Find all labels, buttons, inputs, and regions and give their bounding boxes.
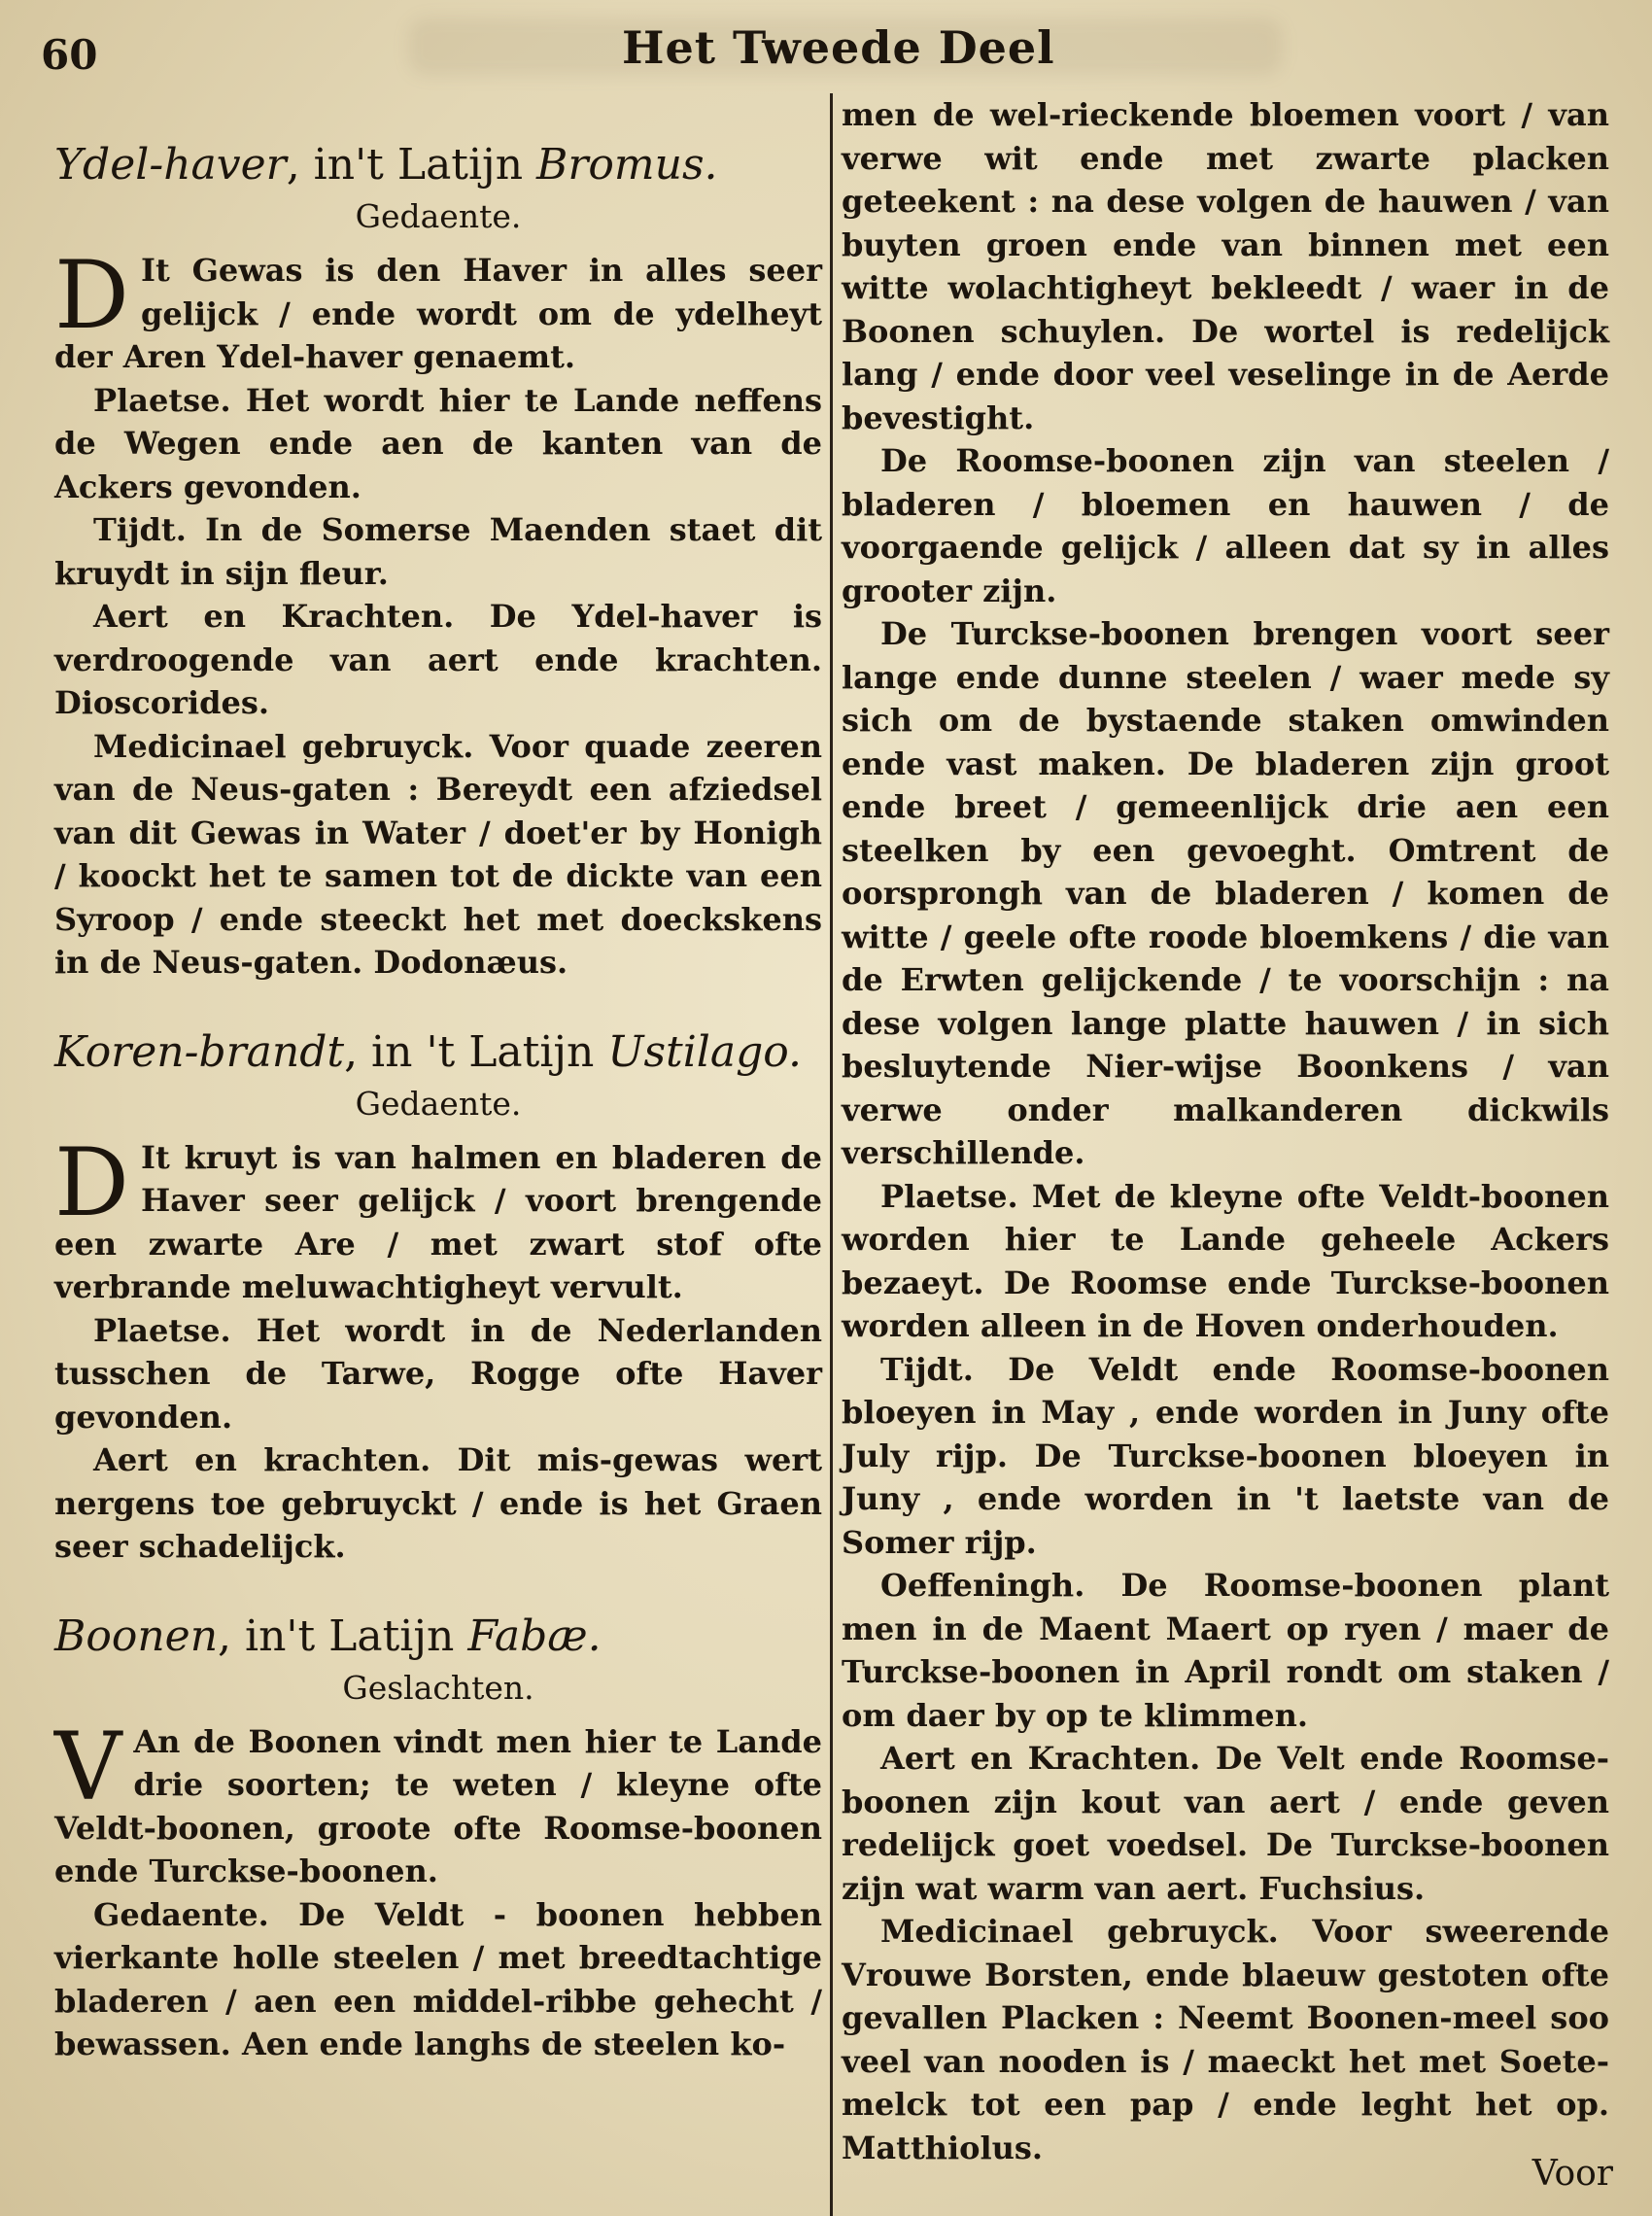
paragraph-text: It kruyt is van halmen en bladeren de Haver seer gelijck / voort brengende een zwarte Are / met zwart stof ofte verbrande meluwachtigheyt vervult. [54, 1138, 822, 1305]
entry-title-koren-brandt [54, 1027, 822, 1077]
paragraph: De Turckse-boonen brengen voort seer lange ende dunne steelen / waer mede sy sich om de bystaende staken omwinden ende vast maken. De bladeren zijn groot ende breet / gemeenlijck drie aen een steelken by een gevoeght. Omtrent de oorsprongh van de bladeren / komen de witte / geele ofte roode bloemkens / die van de Erwten gelijckende / te voorschijn : na dese volgen lange platte hauwen / in sich besluytende Nier-wijse Boonkens / van verwe onder malkanderen dickwils verschillende. [842, 615, 1609, 1171]
drop-cap: D [54, 241, 129, 350]
paragraph: Gedaente. De Veldt - boonen hebben vierkante holle steelen / met breedtachtige bladeren / aen een middel-ribbe gehecht / bewassen. Aen ende langhs de steelen ko- [54, 1895, 822, 2062]
paragraph: Medicinael gebruyck. Voor sweerende Vrouwe Borsten, ende blaeuw gestoten ofte gevallen Placken : Neemt Boonen-meel soo veel van nooden is / maeckt het met Soete-melck tot een pap / ende leght het op. Matthiolus. [842, 1913, 1609, 2166]
paragraph: Aert en Krachten. De Ydel-haver is verdroogende van aert ende krachten. Dioscorides. [54, 598, 822, 721]
paragraph [54, 1712, 822, 1893]
entry-name: Ydel-haver [54, 140, 287, 190]
latin-name: Ustilago. [607, 1026, 802, 1077]
entry-name: Boonen [54, 1610, 219, 1661]
right-column [842, 93, 1609, 2169]
entry-name: Koren-brandt [54, 1026, 345, 1077]
left-column [54, 93, 822, 2066]
paragraph [54, 241, 822, 379]
column-divider [830, 93, 833, 2216]
latin-prefix: , in't Latijn [218, 1610, 468, 1661]
subheading: Gedaente. [355, 197, 522, 235]
paragraph: Tijdt. De Veldt ende Roomse-boonen bloeyen in May , ende worden in Juny ofte July rijp. De Turckse-boonen bloeyen in Juny , ende worden in 't laetste van de Somer rijp. [842, 1350, 1609, 1561]
paragraph: Plaetse. Met de kleyne ofte Veldt-boonen worden hier te Lande geheele Ackers bezaeyt. De Roomse ende Turckse-boonen worden alleen in de Hoven onderhouden. [842, 1177, 1609, 1344]
paragraph: men de wel-rieckende bloemen voort / van verwe wit ende met zwarte placken geteekent : na dese volgen de hauwen / van buyten groen ende van binnen met een witte wolachtigheyt bekleedt / waer in de Boonen schuylen. De wortel is redelijck lang / ende door veel veselinge in de Aerde bevestight. [842, 96, 1609, 436]
latin-name: Bromus. [536, 140, 718, 190]
latin-prefix: , in't Latijn [286, 140, 537, 190]
entry-title-ydel-haver [54, 140, 822, 190]
catchword: Voor [1532, 2154, 1613, 2194]
paragraph: Plaetse. Het wordt hier te Lande neffens de Wegen ende aen de kanten van de Ackers gevonden. [54, 381, 822, 505]
subheading: Gedaente. [355, 1084, 522, 1123]
subheading: Geslachten. [342, 1668, 534, 1707]
paragraph: Medicinael gebruyck. Voor quade zeeren van de Neus-gaten : Bereydt een afziedsel van dit Gewas in Water / doet'er by Honigh / koockt het te samen tot de dickte van een Syroop / ende steeckt het met doeckskens in de Neus-gaten. Dodonæus. [54, 727, 822, 981]
paragraph: Aert en krachten. Dit mis-gewas wert nergens toe gebruyckt / ende is het Graen seer schadelijck. [54, 1441, 822, 1565]
drop-cap: V [54, 1712, 122, 1821]
paragraph: De Roomse-boonen zijn van steelen / bladeren / bloemen en hauwen / de voorgaende gelijck / alleen dat sy in alles grooter zijn. [842, 442, 1609, 609]
paragraph [54, 1127, 822, 1309]
page-number: 60 [41, 31, 98, 79]
running-head: Het Tweede Deel [622, 21, 1055, 74]
entry-title-boonen [54, 1611, 822, 1661]
paragraph: Oeffeningh. De Roomse-boonen plant men in de Maent Maert op ryen / maer de Turckse-boonen in April rondt om staken / om daer by op te klimmen. [842, 1567, 1609, 1734]
drop-cap: D [54, 1127, 129, 1237]
paragraph-text: An de Boonen vindt men hier te Lande drie soorten; te weten / kleyne ofte Veldt-boonen, groote ofte Roomse-boonen ende Turckse-boonen. [54, 1722, 822, 1889]
latin-prefix: , in 't Latijn [344, 1026, 608, 1077]
latin-name: Fabæ. [467, 1610, 602, 1661]
paragraph: Aert en Krachten. De Velt ende Roomse-boonen zijn kout van aert / ende geven redelijck goet voedsel. De Turckse-boonen zijn wat warm van aert. Fuchsius. [842, 1740, 1609, 1907]
paragraph: Plaetse. Het wordt in de Nederlanden tusschen de Tarwe, Rogge ofte Haver gevonden. [54, 1311, 822, 1436]
paragraph: Tijdt. In de Somerse Maenden staet dit kruydt in sijn fleur. [54, 511, 822, 592]
paragraph-text: It Gewas is den Haver in alles seer gelijck / ende wordt om de ydelheyt der Aren Ydel-haver genaemt. [54, 252, 822, 375]
